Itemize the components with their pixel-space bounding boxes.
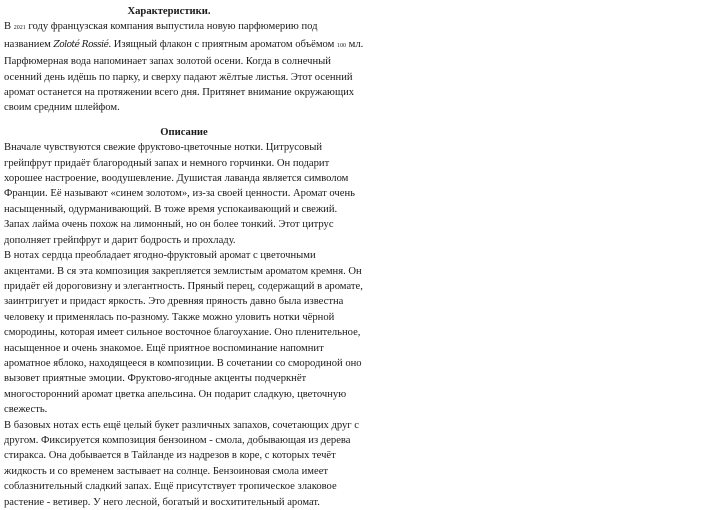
brand-name: Zoloté Rossié — [53, 39, 109, 50]
heart-notes-paragraph: В нотах сердца преобладает ягодно-фруктовый аромат с цветочными акцентами. В ся эта композиция закрепляется землистым ароматом кремня. Он придаёт ей дороговизну и элегантность. Пряный перец, содержащий в аромате, заинтригует и придаст яркость. Это древняя пряность давно была известна человеку и применялась по-разному. Также можно уловить нотки чёрной смородины, которая имеет сильное восточное благоухание. Оно пленительное, насыщенное и очень знакомое. Ещё приятное воспоминание напомнит ароматное яблоко, находящееся в композиции. В сочетании со смородиной оно вызовет приятные эмоции. Фруктово-ягодные акценты подчеркнёт многосторонний аромат цветка апельсина. Он подарит сладкую, цветочную свежесть. — [4, 250, 363, 416]
intro-year: 2021 — [13, 25, 26, 32]
base-notes-paragraph: В базовых нотах есть ещё целый букет различных запахов, сочетающих друг с другом. Фиксируется композиция бензоином - смола, добывающая из дерева стиракса. Она добывается в Тайланде из надрезов в коре, с которых течёт жидкость и со временем застывает на солнце. Бензоиновая смола имеет соблазнительный сладкий запах. Ещё присутствует тропическое злаковое растение - ветивер. У него лесной, богатый и восхитительный аромат. — [4, 419, 359, 508]
intro-text-2: году французская компания выпустила новую парфюмерию под названием — [4, 21, 318, 50]
top-notes-paragraph: Вначале чувствуются свежие фруктово-цветочные нотки. Цитрусовый грейпфрут придаёт благородный запах и немного горчинки. Он подарит хорошее настроение, воодушевление. Душистая лаванда является символом Франции. Её называют «синем золотом», из-за своей ценности. Аромат очень насыщенный, одурманивающий. В тоже время успокаивающий и свежий. Запах лайма очень похож на лимонный, но он более тонкий. Этот цитрус дополняет грейпфрут и дарит бодрость и прохладу. — [4, 142, 355, 246]
intro-text-4: мл. Парфюмерная вода напоминает запах золотой осени. Когда в солнечный осенний день идёшь по парку, и сверху падают жёлтые листья. Этот осенний аромат останется на протяжении всего дня. Притянет внимание окружающих своим средним шлейфом. — [4, 38, 364, 114]
characteristics-heading: Характеристики. — [127, 6, 211, 17]
intro-text-1: В — [4, 21, 14, 33]
description-heading: Описание — [160, 126, 208, 138]
intro-paragraph — [4, 19, 364, 115]
intro-volume: 100 — [337, 42, 346, 49]
intro-text-3: . Изящный флакон с приятным ароматом объёмом — [108, 38, 337, 50]
